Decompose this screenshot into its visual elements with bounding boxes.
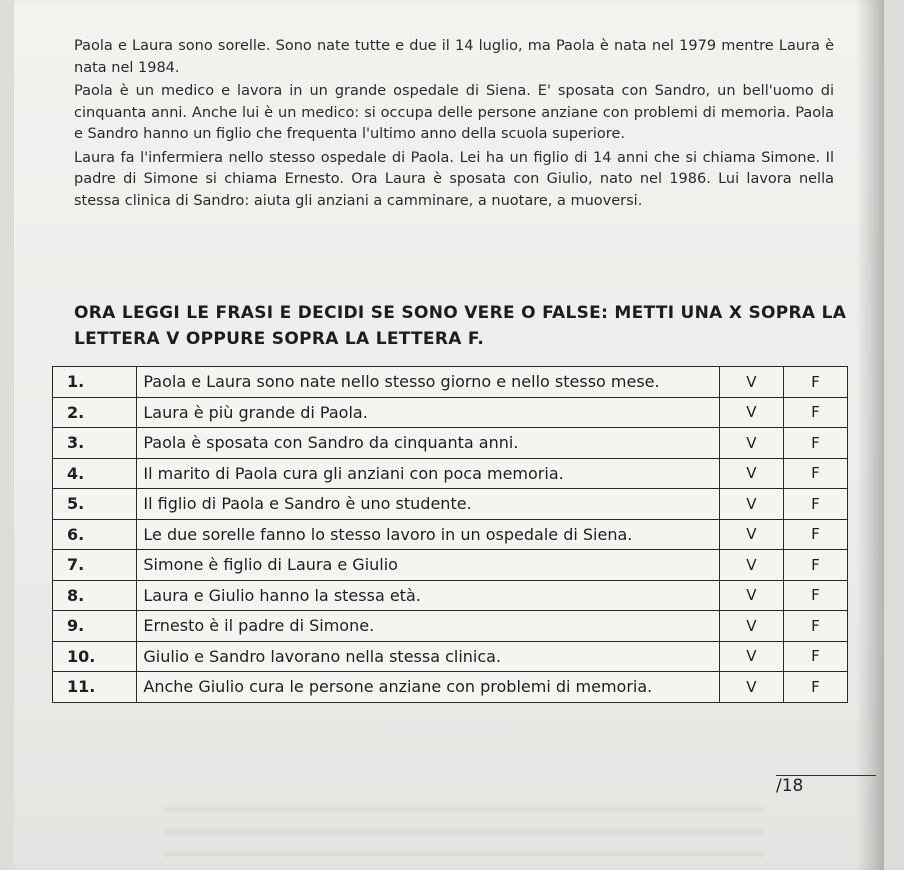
statement-number: 10. <box>53 641 137 672</box>
statement-number: 11. <box>53 672 137 703</box>
statement-row <box>53 367 848 398</box>
false-option-f[interactable]: F <box>783 519 847 550</box>
true-option-v[interactable]: V <box>719 580 783 611</box>
false-option-f[interactable]: F <box>783 641 847 672</box>
statement-number: 2. <box>53 397 137 428</box>
statement-text: Simone è figlio di Laura e Giulio <box>137 550 720 581</box>
statement-text: Il figlio di Paola e Sandro è uno studente. <box>137 489 720 520</box>
statement-number: 7. <box>53 550 137 581</box>
statement-text: Ernesto è il padre di Simone. <box>137 611 720 642</box>
false-option-f[interactable]: F <box>783 489 847 520</box>
true-option-v[interactable]: V <box>719 672 783 703</box>
true-option-v[interactable]: V <box>719 489 783 520</box>
false-option-f[interactable]: F <box>783 367 847 398</box>
worksheet-page <box>14 0 884 870</box>
statement-text: Le due sorelle fanno lo stesso lavoro in un ospedale di Siena. <box>137 519 720 550</box>
statement-row <box>53 641 848 672</box>
statement-text: Paola e Laura sono nate nello stesso giorno e nello stesso mese. <box>137 367 720 398</box>
statement-row <box>53 672 848 703</box>
false-option-f[interactable]: F <box>783 580 847 611</box>
true-option-v[interactable]: V <box>719 641 783 672</box>
true-option-v[interactable]: V <box>719 458 783 489</box>
false-option-f[interactable]: F <box>783 428 847 459</box>
passage-paragraph-3: Laura fa l'infermiera nello stesso ospedale di Paola. Lei ha un figlio di 14 anni che si chiama Simone. Il padre di Simone si chiama Ernesto. Ora Laura è sposata con Giulio, nato nel 1986. Lui lavora nella stessa clinica di Sandro: aiuta gli anziani a camminare, a nuotare, a muoversi. <box>74 149 834 209</box>
page-edge-shadow <box>856 0 884 870</box>
statement-row <box>53 397 848 428</box>
statement-number: 6. <box>53 519 137 550</box>
faded-bleedthrough-text <box>164 790 764 860</box>
true-option-v[interactable]: V <box>719 550 783 581</box>
statement-row <box>53 519 848 550</box>
true-option-v[interactable]: V <box>719 367 783 398</box>
reading-passage <box>74 36 834 214</box>
instructions-heading: ORA LEGGI LE FRASI E DECIDI SE SONO VERE O FALSE: METTI UNA X SOPRA LA LETTERA V OPPURE SOPRA LA LETTERA F. <box>74 303 847 349</box>
statement-row <box>53 458 848 489</box>
score-field <box>776 756 884 796</box>
true-option-v[interactable]: V <box>719 397 783 428</box>
false-option-f[interactable]: F <box>783 672 847 703</box>
false-option-f[interactable]: F <box>783 397 847 428</box>
false-option-f[interactable]: F <box>783 550 847 581</box>
true-option-v[interactable]: V <box>719 519 783 550</box>
statement-number: 1. <box>53 367 137 398</box>
false-option-f[interactable]: F <box>783 458 847 489</box>
statement-text: Laura e Giulio hanno la stessa età. <box>137 580 720 611</box>
statement-number: 5. <box>53 489 137 520</box>
statement-text: Giulio e Sandro lavorano nella stessa clinica. <box>137 641 720 672</box>
passage-paragraph-1: Paola e Laura sono sorelle. Sono nate tutte e due il 14 luglio, ma Paola è nata nel 1979 mentre Laura è nata nel 1984. <box>74 38 834 76</box>
statement-number: 3. <box>53 428 137 459</box>
statement-row <box>53 550 848 581</box>
statement-number: 8. <box>53 580 137 611</box>
statement-text: Laura è più grande di Paola. <box>137 397 720 428</box>
statement-row <box>53 580 848 611</box>
statement-text: Anche Giulio cura le persone anziane con problemi di memoria. <box>137 672 720 703</box>
statement-number: 9. <box>53 611 137 642</box>
statement-text: Paola è sposata con Sandro da cinquanta anni. <box>137 428 720 459</box>
score-blank-line[interactable] <box>776 757 876 776</box>
passage-paragraph-2: Paola è un medico e lavora in un grande ospedale di Siena. E' sposata con Sandro, un bell'uomo di cinquanta anni. Anche lui è un medico: si occupa delle persone anziane con problemi di memoria. Paola e Sandro hanno un figlio che frequenta l'ultimo anno della scuola superiore. <box>74 83 834 142</box>
statement-row <box>53 611 848 642</box>
true-option-v[interactable]: V <box>719 428 783 459</box>
statement-row <box>53 428 848 459</box>
false-option-f[interactable]: F <box>783 611 847 642</box>
statement-number: 4. <box>53 458 137 489</box>
true-option-v[interactable]: V <box>719 611 783 642</box>
true-false-table <box>52 366 848 703</box>
score-total: /18 <box>776 776 804 796</box>
statement-row <box>53 489 848 520</box>
statement-text: Il marito di Paola cura gli anziani con poca memoria. <box>137 458 720 489</box>
